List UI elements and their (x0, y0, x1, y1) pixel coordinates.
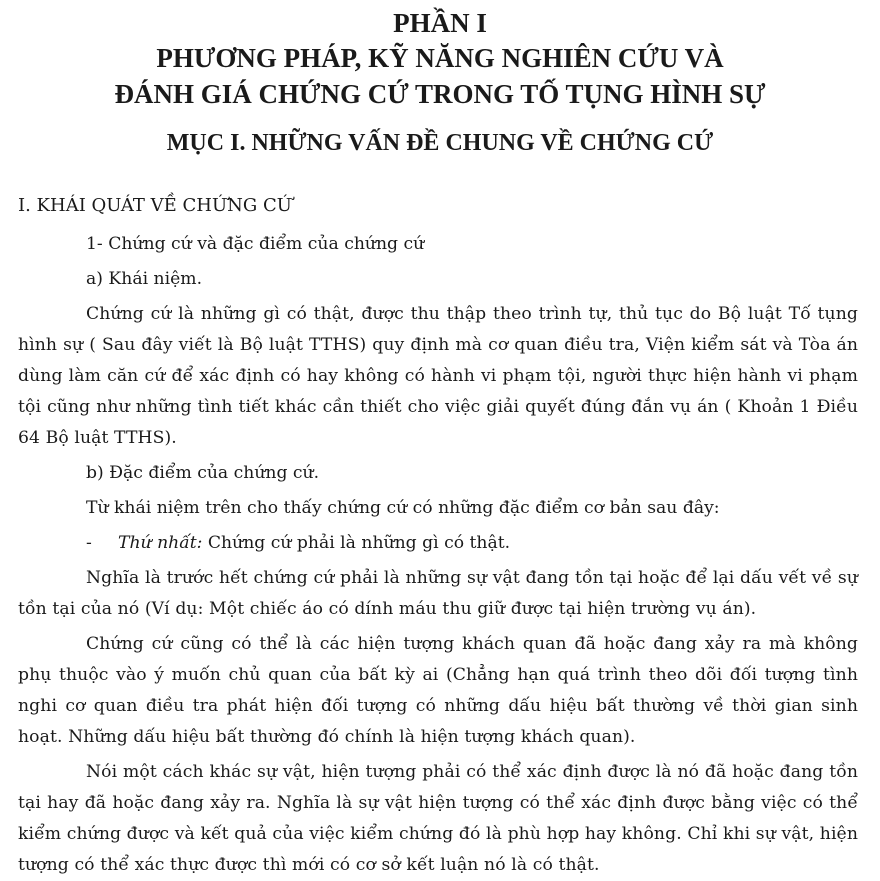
paragraph-other: Nói một cách khác sự vật, hiện tượng phải có thể xác định được là nó đã hoặc đang tồn tại hay đã hoặc đang xảy ra. Nghĩa là sự vật hiện tượng có thể xác định được bằng việc có thể kiểm chứng được và kết quả của việc kiểm chứng đó là phù hợp hay không. Chỉ khi sự vật, hiện tượng có thể xác thực được thì mới có cơ sở kết luận nó là có thật. (18, 762, 858, 875)
item-b-heading: b) Đặc điểm của chứng cứ. (86, 463, 320, 483)
bullet-first (18, 528, 858, 559)
bullet-label: Thứ nhất: (118, 533, 203, 553)
page-header (0, 0, 880, 158)
document-body (18, 190, 858, 881)
paragraph-definition: Chứng cứ là những gì có thật, được thu thập theo trình tự, thủ tục do Bộ luật Tố tụng hình sự ( Sau đây viết là Bộ luật TTHS) quy định mà cơ quan điều tra, Viện kiểm sát và Tòa án dùng làm căn cứ để xác định có hay không có hành vi phạm tội, người thực hiện hành vi phạm tội cũng như những tình tiết khác cần thiết cho việc giải quyết đúng đắn vụ án ( Khoản 1 Điều 64 Bộ luật TTHS). (18, 304, 858, 448)
item-a-heading: a) Khái niệm. (86, 269, 203, 289)
paragraph-intro: Từ khái niệm trên cho thấy chứng cứ có những đặc điểm cơ bản sau đây: (86, 498, 720, 518)
title-line-1: PHƯƠNG PHÁP, KỸ NĂNG NGHIÊN CỨU VÀ (156, 43, 724, 73)
item-1-heading: 1- Chứng cứ và đặc điểm của chứng cứ (86, 234, 425, 254)
paragraph-meaning: Nghĩa là trước hết chứng cứ phải là những sự vật đang tồn tại hoặc để lại dấu vết về sự tồn tại của nó (Ví dụ: Một chiếc áo có dính máu thu giữ được tại hiện trường vụ án). (18, 568, 858, 619)
part-heading: PHẦN I (393, 8, 487, 38)
section-subtitle: MỤC I. NHỮNG VẤN ĐỀ CHUNG VỀ CHỨNG CỨ (166, 130, 714, 156)
title-line-2: ĐÁNH GIÁ CHỨNG CỨ TRONG TỐ TỤNG HÌNH SỰ (114, 79, 766, 109)
paragraph-phenomena: Chứng cứ cũng có thể là các hiện tượng khách quan đã hoặc đang xảy ra mà không phụ thuộc vào ý muốn chủ quan của bất kỳ ai (Chẳng hạn quá trình theo dõi đối tượng tình nghi cơ quan điều tra phát hiện đối tượng có những dấu hiệu bất thường về thời gian sinh hoạt. Những dấu hiệu bất thường đó chính là hiện tượng khách quan). (18, 634, 858, 747)
bullet-text: Chứng cứ phải là những gì có thật. (202, 533, 511, 553)
section-heading: I. KHÁI QUÁT VỀ CHỨNG CỨ (18, 195, 292, 216)
bullet-dash: - (86, 533, 92, 553)
